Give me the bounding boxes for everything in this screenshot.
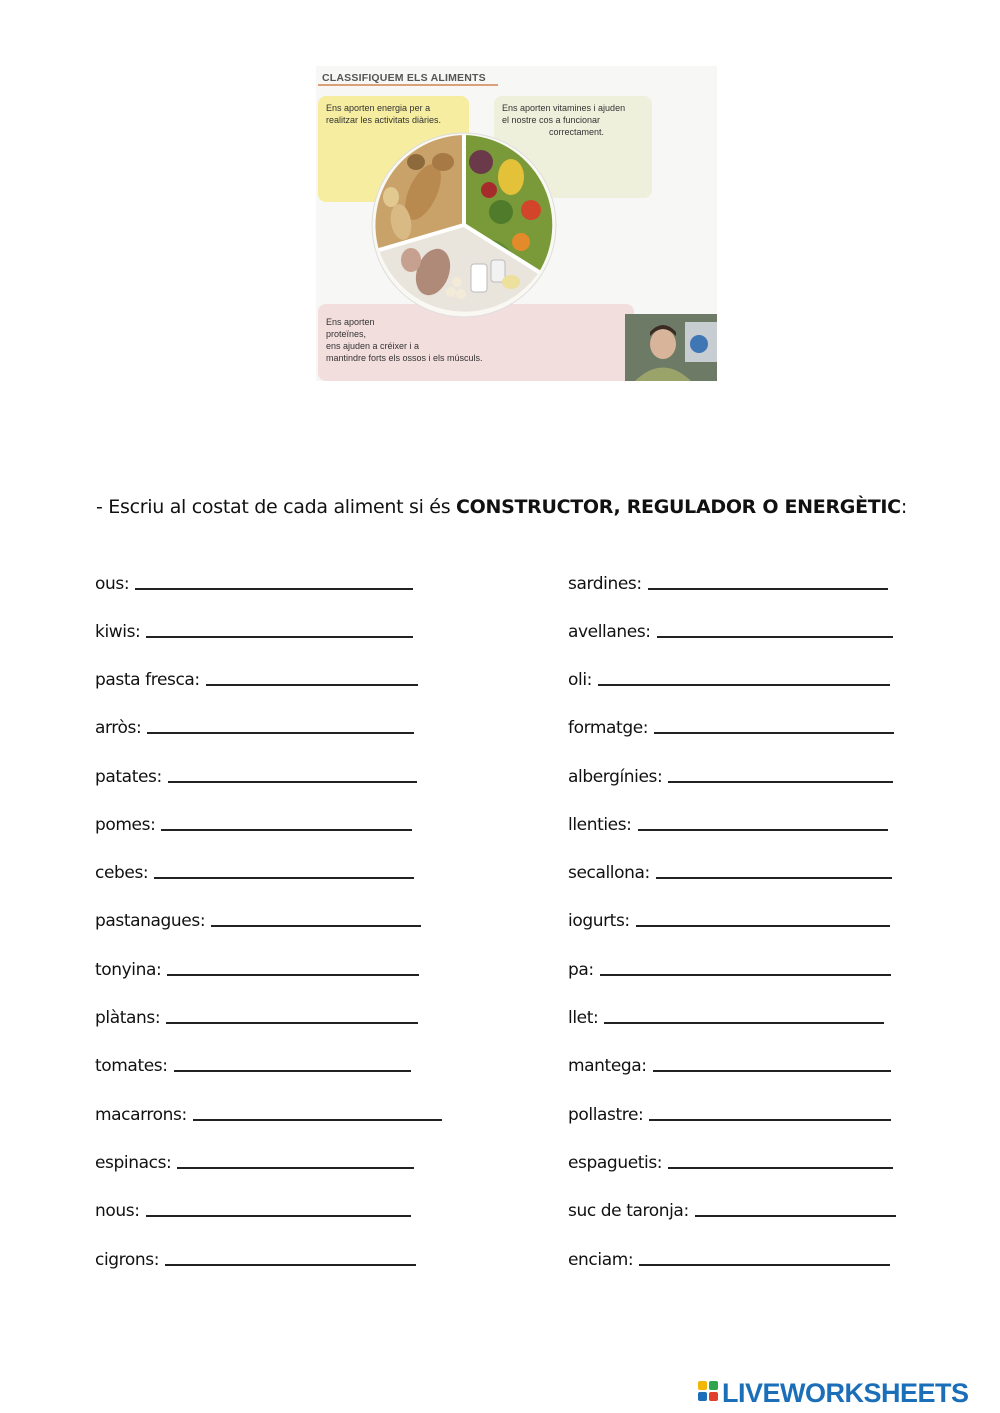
protein-text-line: ens ajuden a créixer i a — [326, 341, 420, 351]
food-label: secallona: — [568, 863, 650, 883]
answer-field[interactable] — [695, 1197, 896, 1217]
list-item — [568, 1242, 890, 1270]
list-item — [568, 952, 891, 980]
liveworksheets-logo-text: LIVEWORKSHEETS — [722, 1377, 969, 1408]
food-classification-image — [316, 66, 717, 381]
answer-field[interactable] — [166, 1004, 418, 1024]
answer-field[interactable] — [600, 956, 891, 976]
list-item — [95, 952, 419, 980]
list-item — [568, 759, 893, 787]
list-item — [95, 1193, 411, 1221]
food-label: albergínies: — [568, 767, 663, 787]
list-item — [568, 1097, 891, 1125]
food-label: pastanagues: — [95, 911, 206, 931]
food-label: cigrons: — [95, 1250, 160, 1270]
food-label: plàtans: — [95, 1008, 161, 1028]
food-label: arròs: — [95, 718, 142, 738]
food-label: patates: — [95, 767, 162, 787]
list-item — [568, 1048, 891, 1076]
answer-field[interactable] — [653, 1052, 891, 1072]
answer-field[interactable] — [193, 1101, 442, 1121]
food-label: suc de taronja: — [568, 1201, 689, 1221]
food-label: tonyina: — [95, 960, 162, 980]
list-item — [568, 710, 894, 738]
answer-field[interactable] — [636, 907, 890, 927]
list-item — [568, 1145, 893, 1173]
vitamin-text-line: el nostre cos a funcionar — [502, 115, 601, 125]
instruction-text — [96, 496, 907, 518]
energy-text-line: realitzar les activitats diàries. — [326, 115, 442, 125]
answer-field[interactable] — [648, 570, 888, 590]
answer-field[interactable] — [668, 1149, 893, 1169]
protein-text-line: Ens aporten — [326, 317, 375, 327]
food-label: nous: — [95, 1201, 140, 1221]
answer-field[interactable] — [146, 1197, 411, 1217]
answer-field[interactable] — [177, 1149, 414, 1169]
figure-title: CLASSIFIQUEM ELS ALIMENTS — [322, 72, 486, 84]
list-item — [568, 855, 892, 883]
answer-field[interactable] — [146, 618, 413, 638]
answer-field[interactable] — [639, 1246, 890, 1266]
answer-field[interactable] — [657, 618, 893, 638]
list-item — [95, 903, 421, 931]
list-item — [95, 710, 414, 738]
vitamin-text-line: Ens aporten vitamines i ajuden — [502, 103, 626, 113]
food-label: pa: — [568, 960, 594, 980]
protein-text-line: proteïnes, — [326, 329, 367, 339]
figure-title-underline — [318, 84, 498, 86]
food-label: macarrons: — [95, 1105, 187, 1125]
answer-field[interactable] — [168, 763, 417, 783]
answer-field[interactable] — [165, 1246, 416, 1266]
food-label: oli: — [568, 670, 592, 690]
answer-field[interactable] — [167, 956, 419, 976]
answer-field[interactable] — [211, 907, 421, 927]
food-label: llenties: — [568, 815, 632, 835]
food-label: espaguetis: — [568, 1153, 663, 1173]
answer-field[interactable] — [174, 1052, 411, 1072]
answer-field[interactable] — [135, 570, 413, 590]
answer-field[interactable] — [598, 666, 890, 686]
answer-field[interactable] — [206, 666, 418, 686]
answer-field[interactable] — [638, 811, 888, 831]
food-label: pasta fresca: — [95, 670, 200, 690]
answer-field[interactable] — [654, 714, 894, 734]
food-label: cebes: — [95, 863, 149, 883]
vitamin-text-line: correctament. — [548, 127, 604, 137]
food-label: iogurts: — [568, 911, 630, 931]
energy-text-line: Ens aporten energia per a — [326, 103, 431, 113]
food-label: sardines: — [568, 574, 642, 594]
protein-text-line: mantindre forts els ossos i els músculs. — [326, 353, 483, 363]
answer-field[interactable] — [154, 859, 414, 879]
list-item — [95, 807, 412, 835]
food-label: llet: — [568, 1008, 599, 1028]
food-label: formatge: — [568, 718, 649, 738]
list-item — [568, 1193, 896, 1221]
food-label: espinacs: — [95, 1153, 172, 1173]
list-item — [95, 662, 418, 690]
instruction-suffix: : — [900, 496, 907, 518]
answer-field[interactable] — [649, 1101, 891, 1121]
list-item — [568, 614, 893, 642]
liveworksheets-logo[interactable] — [698, 1377, 969, 1409]
list-item — [95, 1097, 442, 1125]
answer-field[interactable] — [668, 763, 893, 783]
instruction-prefix: - Escriu al costat de cada aliment si és — [96, 496, 457, 518]
person-icon — [625, 314, 717, 381]
list-item — [568, 566, 888, 594]
answer-field[interactable] — [656, 859, 892, 879]
food-label: pomes: — [95, 815, 156, 835]
food-label: avellanes: — [568, 622, 651, 642]
food-plate-illustration — [371, 132, 557, 318]
instruction-emphasis: CONSTRUCTOR, REGULADOR O ENERGÈTIC — [456, 496, 901, 518]
list-item — [568, 807, 888, 835]
food-label: ous: — [95, 574, 130, 594]
answer-field[interactable] — [147, 714, 414, 734]
list-item — [568, 903, 890, 931]
list-item — [95, 759, 417, 787]
list-item — [95, 1242, 416, 1270]
list-item — [95, 1048, 411, 1076]
answer-field[interactable] — [161, 811, 412, 831]
food-label: enciam: — [568, 1250, 634, 1270]
liveworksheets-logo-mark-icon — [698, 1379, 720, 1407]
list-item — [95, 614, 413, 642]
food-label: mantega: — [568, 1056, 647, 1076]
list-item — [95, 1000, 418, 1028]
answer-field[interactable] — [604, 1004, 884, 1024]
list-item — [95, 1145, 414, 1173]
list-item — [568, 662, 890, 690]
list-item — [568, 1000, 884, 1028]
food-label: tomates: — [95, 1056, 168, 1076]
list-item — [95, 566, 413, 594]
video-thumbnail — [625, 314, 717, 381]
food-label: kiwis: — [95, 622, 141, 642]
list-item — [95, 855, 414, 883]
food-label: pollastre: — [568, 1105, 644, 1125]
